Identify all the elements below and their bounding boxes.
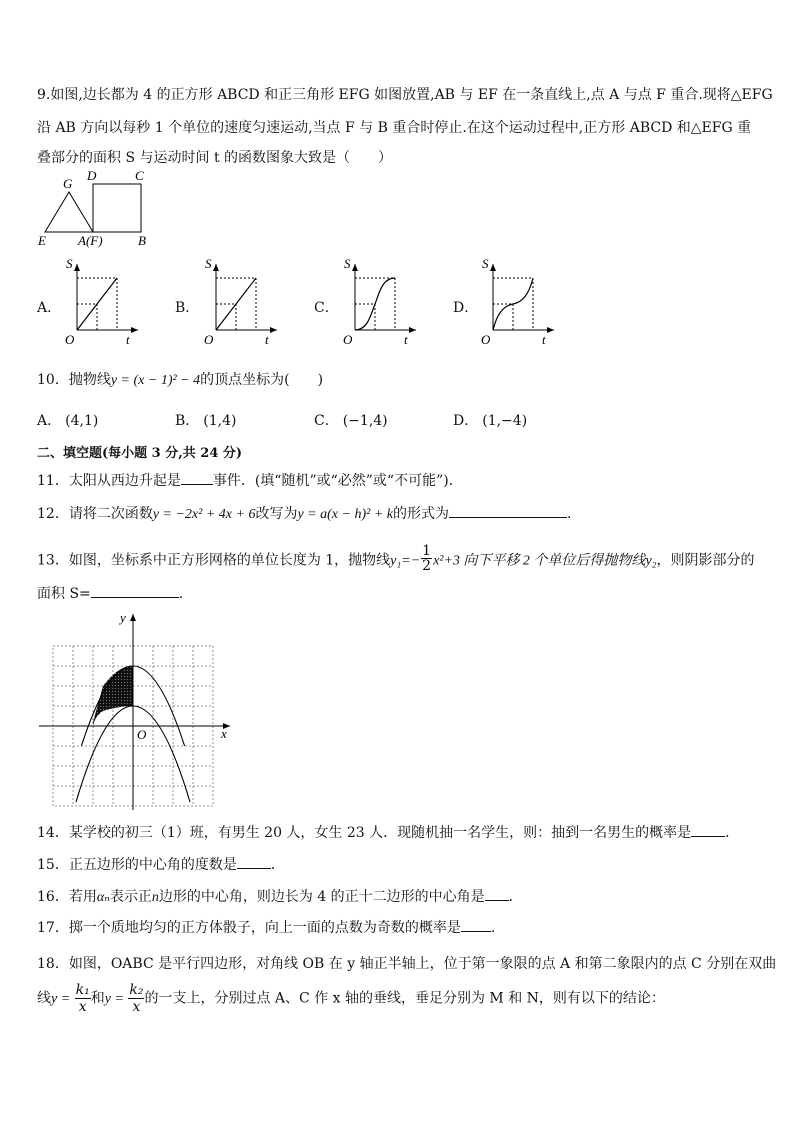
- q10-stem-prefix: 10．抛物线: [37, 372, 111, 388]
- q18-line2: 线y = $\frac{\text{k₁}}{x}$ 和y = $\frac{\text{k₂}}{x}$ 的一支上，分别过点 A、C 作 x 轴的垂线，垂足分别为 M 和 N，则有以下的结论：: [37, 982, 665, 1015]
- q9-option-d-label: D．: [453, 300, 479, 316]
- label-d: D: [87, 168, 97, 183]
- q10-option-d: D． (1,−4): [453, 413, 528, 429]
- q13-line2: 面积 S= .: [37, 583, 183, 603]
- square-abcd: [93, 184, 141, 232]
- q9-option-c-graph: [338, 256, 420, 348]
- q10-stem: [37, 369, 323, 389]
- q13-fraction: $\frac{1}{2}$: [422, 543, 432, 574]
- q11: 11．太阳从西边升起是 事件．(填“随机”或“必然”或“不可能”)．: [37, 470, 463, 490]
- q17-blank: [461, 917, 491, 932]
- q16: 16．若用αₙ表示正n边形的中心角，则边长为 4 的正十二边形的中心角是 ．: [37, 886, 523, 906]
- option-d-origin: O: [481, 332, 491, 347]
- option-a-origin: O: [65, 332, 75, 347]
- label-c: C: [135, 168, 144, 183]
- q12-blank: [449, 503, 567, 518]
- q9-option-a-graph: [60, 256, 142, 348]
- label-b: B: [138, 233, 146, 248]
- q12-function: y = −2x² + 4x + 6: [152, 507, 256, 522]
- option-d-axis-s: S: [482, 256, 489, 271]
- option-b-origin: O: [204, 332, 214, 347]
- q13-origin-label: O: [137, 727, 147, 742]
- q10-option-b: B． (1,4): [175, 413, 237, 429]
- option-a-axis-s: S: [66, 256, 73, 271]
- q9-option-c-label: C．: [314, 300, 339, 316]
- q13-figure: [36, 606, 236, 812]
- q10-stem-suffix: 的顶点坐标为( ): [200, 372, 324, 388]
- q9-line3: 叠部分的面积 S 与运动时间 t 的函数图象大致是（ ）: [37, 150, 393, 166]
- q9-option-d-graph: [476, 256, 558, 348]
- q9-line1: 9.如图,边长都为 4 的正方形 ABCD 和正三角形 EFG 如图放置,AB 与 EF 在一条直线上,点 A 与点 F 重合.现将△EFG: [37, 87, 773, 103]
- q16-blank: [485, 886, 509, 901]
- q13-blank: [91, 583, 179, 598]
- q16-alpha-n: αₙ: [96, 890, 110, 905]
- q9-option-b-graph: [199, 256, 281, 348]
- q13-axis-x-label: x: [221, 726, 227, 741]
- q9-option-a-label: A．: [37, 300, 62, 316]
- q17: 17．掷一个质地均匀的正方体骰子，向上一面的点数为奇数的概率是 .: [37, 917, 495, 937]
- q15-blank: [237, 854, 271, 869]
- q9-option-b-label: B．: [175, 300, 200, 316]
- q13-line1: 13．如图，坐标系中正方形网格的单位长度为 1，抛物线y₁=− $\frac{1}{2}$ x²+3 向下平移 2 个单位后得抛物线y₂，则阴影部分的: [37, 543, 755, 574]
- q14: 14．某学校的初三（1）班，有男生 20 人，女生 23 人．现随机抽一名学生，则：抽到一名男生的概率是 ．: [37, 822, 739, 842]
- q14-blank: [691, 822, 725, 837]
- q12-vertex-form: y = a(x − h)² + k: [297, 507, 393, 522]
- label-af: A(F): [78, 233, 103, 248]
- option-a-axis-t: t: [126, 332, 130, 347]
- label-g: G: [63, 176, 73, 191]
- option-c-origin: O: [343, 332, 353, 347]
- q18-line1: 18．如图，OABC 是平行四边形，对角线 OB 在 y 轴正半轴上，位于第一象限的点 A 和第二象限内的点 C 分别在双曲: [37, 956, 777, 972]
- q15: 15．正五边形的中心角的度数是 ．: [37, 854, 285, 874]
- triangle-efg: [45, 192, 93, 232]
- option-c-axis-s: S: [344, 256, 351, 271]
- q18-fraction-k2: $\frac{\text{k₂}}{x}$: [129, 982, 144, 1015]
- section-2-title: 二、填空题(每小题 3 分,共 24 分): [37, 446, 243, 461]
- q10-formula: y = (x − 1)² − 4: [110, 373, 201, 388]
- shaded-region: [93, 666, 133, 726]
- option-c-axis-t: t: [404, 332, 408, 347]
- q13-axis-y-label: y: [120, 610, 126, 625]
- option-d-axis-t: t: [542, 332, 546, 347]
- q12: 12．请将二次函数y = −2x² + 4x + 6改写为y = a(x − h)² + k的形式为 .: [37, 503, 571, 523]
- q9-figure: [36, 166, 166, 250]
- q11-blank: [181, 470, 213, 485]
- label-e: E: [38, 233, 46, 248]
- option-b-axis-t: t: [265, 332, 269, 347]
- q9-line2: 沿 AB 方向以每秒 1 个单位的速度匀速运动,当点 F 与 B 重合时停止.在这个运动过程中,正方形 ABCD 和△EFG 重: [37, 120, 752, 136]
- q10-option-c: C． (−1,4): [314, 413, 388, 429]
- q18-fraction-k1: $\frac{\text{k₁}}{x}$: [75, 982, 90, 1015]
- q10-option-a: A． (4,1): [37, 413, 99, 429]
- option-b-axis-s: S: [205, 256, 212, 271]
